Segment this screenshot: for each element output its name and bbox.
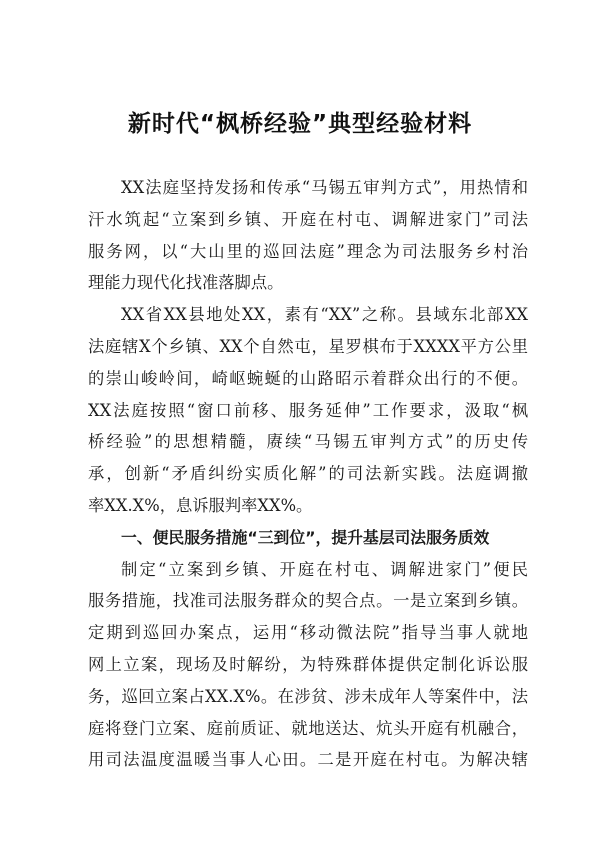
text-line: XX法庭按照“窗口前移、服务延伸”工作要求，汲取“枫: [88, 400, 528, 420]
text-line: 法庭辖X个乡镇、XX个自然屯，星罗棋布于XXXX平方公里: [88, 336, 528, 356]
text-line: 理能力现代化找准落脚点。: [88, 273, 284, 293]
paragraph-2: [88, 299, 528, 522]
text-line: 网上立案，现场及时解纷，为特殊群体提供定制化诉讼服: [88, 654, 528, 674]
text-line: 服务措施，找准司法服务群众的契合点。一是立案到乡镇。: [88, 591, 528, 611]
section-heading: 一、便民服务措施“三到位”，提升基层司法服务质效: [121, 527, 490, 547]
text-line: 汗水筑起“立案到乡镇、开庭在村屯、调解进家门”司法: [88, 209, 528, 229]
text-line: 承，创新“矛盾纠纷实质化解”的司法新实践。法庭调撤: [88, 464, 528, 484]
text-line: 制定“立案到乡镇、开庭在村屯、调解进家门”便民: [121, 559, 528, 579]
text-line: 庭将登门立案、庭前质证、就地送达、炕头开庭有机融合，: [88, 718, 528, 738]
text-line: 务，巡回立案占XX.X%。在涉贫、涉未成年人等案件中，法: [88, 686, 528, 706]
paragraph-3: [88, 554, 528, 777]
text-line: 用司法温度温暖当事人心田。二是开庭在村屯。为解决辖: [88, 750, 528, 770]
text-line: 服务网，以“大山里的巡回法庭”理念为司法服务乡村治: [88, 241, 528, 261]
document-title: 新时代“枫桥经验”典型经验材料: [127, 111, 473, 137]
text-line: 的崇山峻岭间，崎岖蜿蜒的山路昭示着群众出行的不便。: [88, 368, 528, 388]
paragraph-1: [88, 172, 528, 299]
text-line: XX省XX县地处XX，素有“XX”之称。县域东北部XX: [121, 305, 528, 325]
document-body: [88, 172, 528, 776]
text-line: 桥经验”的思想精髓，赓续“马锡五审判方式”的历史传: [88, 432, 528, 452]
text-line: 率XX.X%，息诉服判率XX%。: [88, 495, 313, 515]
text-line: 定期到巡回办案点，运用“移动微法院”指导当事人就地: [88, 623, 528, 643]
text-line: XX法庭坚持发扬和传承“马锡五审判方式”，用热情和: [121, 178, 528, 197]
